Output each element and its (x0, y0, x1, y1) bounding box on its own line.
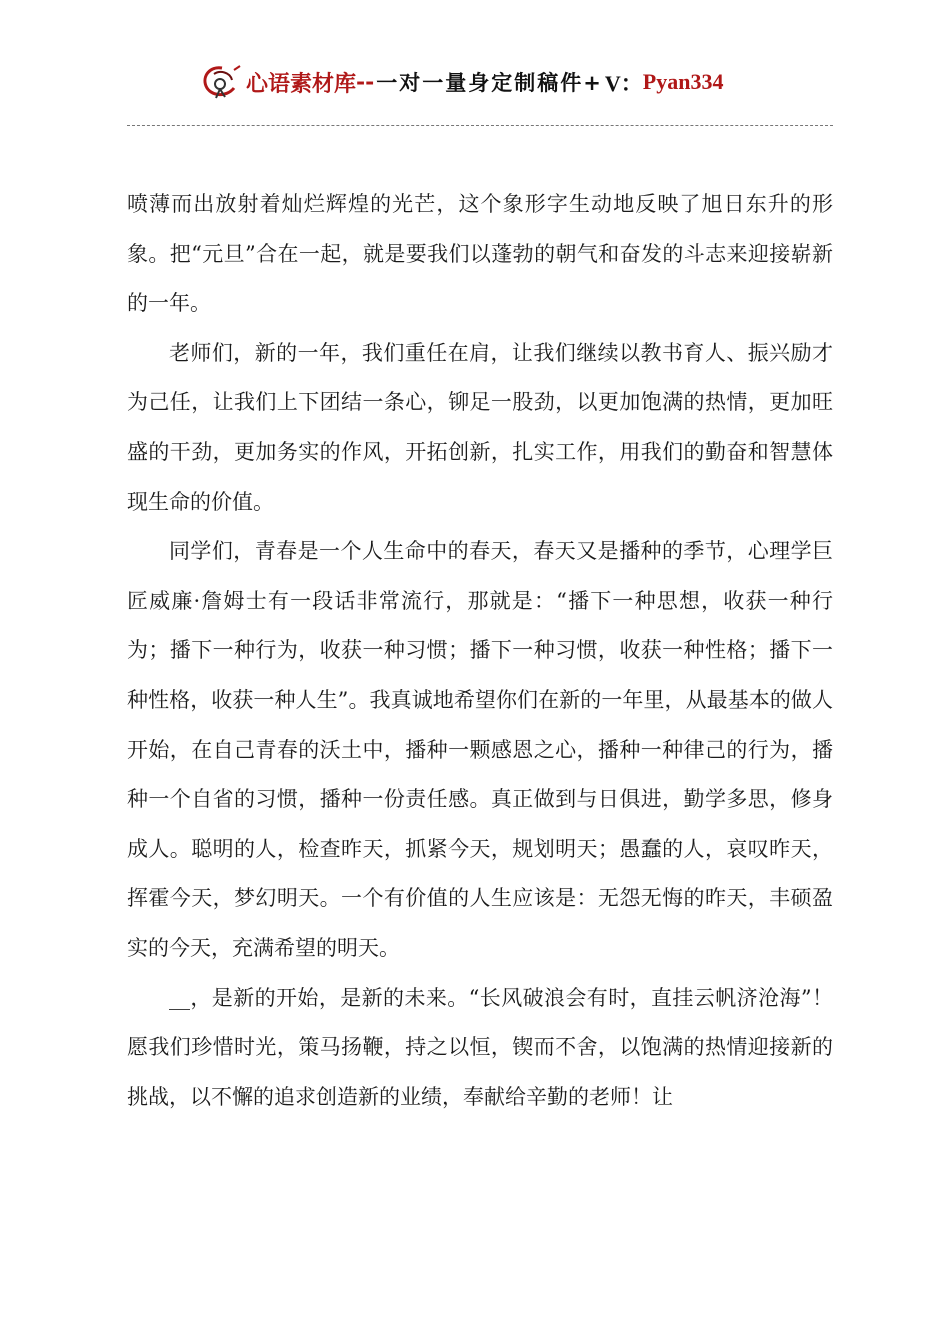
contact-label: V： (604, 70, 643, 96)
header-divider (127, 125, 833, 126)
document-body (127, 180, 833, 1122)
paragraph-3: 同学们，青春是一个人生命中的春天，春天又是播种的季节，心理学巨匠威廉·詹姆士有一段话非常流行，那就是：“播下一种思想，收获一种行为；播下一种行为，收获一种习惯；播下一种习惯，收获一种性格；播下一种性格，收获一种人生”。我真诚地希望你们在新的一年里，从最基本的做人开始，在自己青春的沃土中，播种一颗感恩之心，播种一种律己的行为，播种一个自省的习惯，播种一份责任感。真正做到与日俱进，勤学多思，修身成人。聪明的人，检查昨天，抓紧今天，规划明天；愚蠢的人，哀叹昨天，挥霍今天，梦幻明天。一个有价值的人生应该是：无怨无悔的昨天，丰硕盈实的今天，充满希望的明天。 (127, 539, 833, 960)
header-separator: -- (356, 69, 375, 95)
header-slogan: 一对一量身定制稿件+ (376, 71, 603, 95)
paragraph-1: 喷薄而出放射着灿烂辉煌的光芒，这个象形字生动地反映了旭日东升的形象。把“元旦”合在一起，就是要我们以蓬勃的朝气和奋发的斗志来迎接崭新的一年。 (127, 192, 833, 316)
paragraph-4: __，是新的开始，是新的未来。“长风破浪会有时，直挂云帆济沧海”！愿我们珍惜时光，策马扬鞭，持之以恒，锲而不舍，以饱满的热情迎接新的挑战，以不懈的追求创造新的业绩，奉献给辛勤的老师！让 (127, 985, 833, 1109)
brand-logo-icon (200, 62, 244, 102)
brand-name: 心语素材库 (246, 70, 357, 97)
page-header (200, 60, 723, 104)
paragraph-2: 老师们，新的一年，我们重任在肩，让我们继续以教书育人、振兴励才为己任，让我们上下团结一条心，铆足一股劲，以更加饱满的热情，更加旺盛的干劲，更加务实的作风，开拓创新，扎实工作，用我们的勤奋和智慧体现生命的价值。 (127, 340, 833, 514)
contact-id: Pyan334 (642, 69, 724, 94)
